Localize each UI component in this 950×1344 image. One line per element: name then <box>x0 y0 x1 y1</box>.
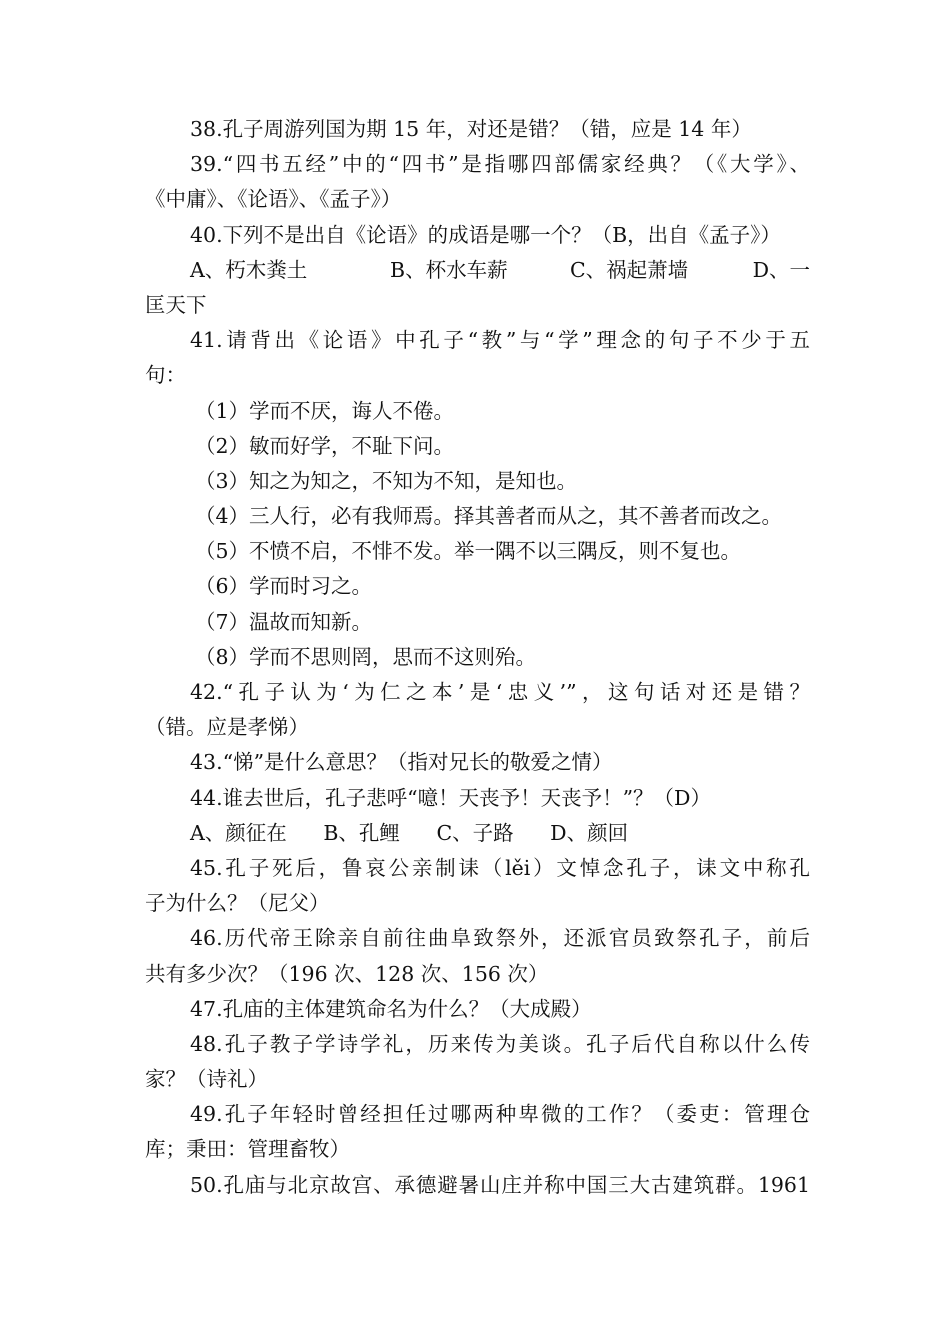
question-45-line-1: 45.孔子死后，鲁哀公亲制诔（lěi）文悼念孔子，诔文中称孔 <box>190 855 810 880</box>
option-a: A、朽木粪土 <box>190 257 308 282</box>
question-46-line-1: 46.历代帝王除亲自前往曲阜致祭外，还派官员致祭孔子，前后 <box>190 926 810 951</box>
option-c: C、祸起萧墙 <box>570 257 689 282</box>
question-42-line-1: 42.“孔子认为‘为仁之本’是‘忠义’”，这句话对还是错？ <box>190 680 810 704</box>
answer-item-5: （5）不愤不启，不悱不发。举一隅不以三隅反，则不复也。 <box>195 539 742 564</box>
question-42-line-2: （错。应是孝悌） <box>145 715 309 740</box>
question-40: 40.下列不是出自《论语》的成语是哪一个？（B，出自《孟子》） <box>190 222 781 247</box>
question-44: 44.谁去世后，孔子悲呼“噫！天丧予！天丧予！”？（D） <box>190 785 711 810</box>
question-50-line-1: 50.孔庙与北京故宫、承德避暑山庄并称中国三大古建筑群。1961 <box>190 1172 810 1197</box>
question-49-line-1: 49.孔子年轻时曾经担任过哪两种卑微的工作？（委吏：管理仓 <box>190 1102 810 1127</box>
document-body <box>145 112 810 1203</box>
option-b: B、杯水车薪 <box>390 257 508 282</box>
option-b: B、孔鲤 <box>323 820 400 845</box>
question-43: 43.“悌”是什么意思？（指对兄长的敬爱之情） <box>190 750 613 775</box>
option-d: D、颜回 <box>550 820 629 845</box>
question-39-line-2: 《中庸》、《论语》、《孟子》） <box>145 187 402 212</box>
option-c: C、子路 <box>436 820 514 845</box>
option-a: A、颜征在 <box>190 820 287 845</box>
question-41-line-2: 句： <box>145 363 186 388</box>
answer-item-1: （1）学而不厌，诲人不倦。 <box>195 398 455 423</box>
question-44-options <box>145 816 810 851</box>
question-41-line-1: 41.请背出《论语》中孔子“教”与“学”理念的句子不少于五 <box>190 328 810 353</box>
question-45-line-2: 子为什么？（尼父） <box>145 891 330 916</box>
answer-item-2: （2）敏而好学，不耻下问。 <box>195 433 455 458</box>
question-39-line-1: 39.“四书五经”中的“四书”是指哪四部儒家经典？（《大学》、 <box>190 152 810 177</box>
question-40-option-d-continued: 匡天下 <box>145 292 207 317</box>
answer-item-4: （4）三人行，必有我师焉。择其善者而从之，其不善者而改之。 <box>195 504 783 529</box>
answer-item-8: （8）学而不思则罔，思而不这则殆。 <box>195 644 537 669</box>
answer-item-3: （3）知之为知之，不知为不知，是知也。 <box>195 468 578 493</box>
answer-item-6: （6）学而时习之。 <box>195 574 373 599</box>
question-46-line-2: 共有多少次？（196 次、128 次、156 次） <box>145 961 549 986</box>
question-38: 38.孔子周游列国为期 15 年，对还是错？（错，应是 14 年） <box>190 117 752 141</box>
question-49-line-2: 库；秉田：管理畜牧） <box>145 1137 350 1162</box>
answer-item-7: （7）温故而知新。 <box>195 609 373 634</box>
question-40-options <box>145 253 810 288</box>
question-47: 47.孔庙的主体建筑命名为什么？（大成殿） <box>190 996 592 1021</box>
question-48-line-2: 家？（诗礼） <box>145 1067 268 1092</box>
question-48-line-1: 48.孔子教子学诗学礼，历来传为美谈。孔子后代自称以什么传 <box>190 1031 810 1056</box>
option-d: D、一 <box>752 257 810 282</box>
